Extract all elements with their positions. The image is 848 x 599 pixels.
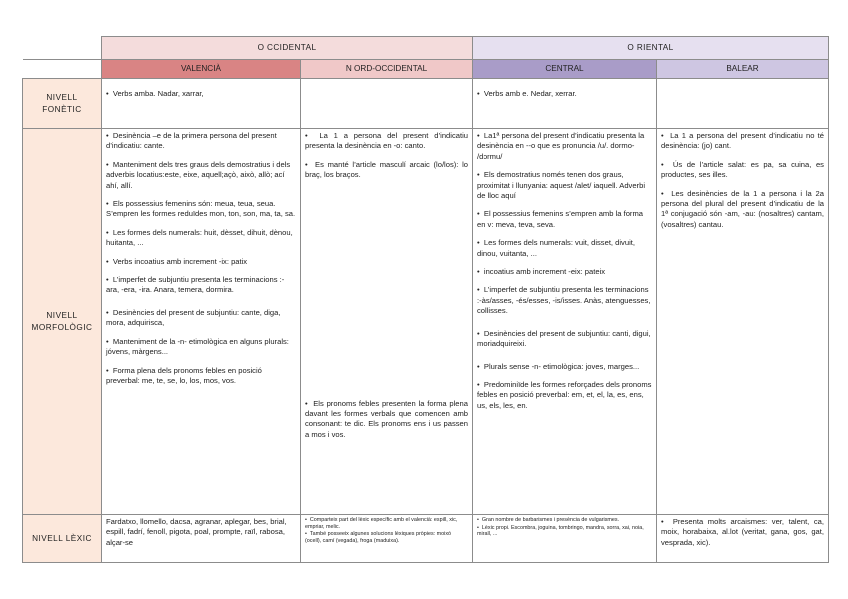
row-morfologic (23, 129, 829, 515)
bullet-item: • incoatius amb increment -eix: pateix (477, 267, 652, 277)
cell-fonetic-balear (657, 79, 829, 129)
header-balear: BALEAR (657, 60, 829, 79)
bullet-item: • La 1 a persona del present d’indicatiu no té desinència: (jo) cant. (661, 131, 824, 152)
bullet-item: • Verbs incoatius amb increment -ix: patix (106, 257, 296, 267)
bullet-item: • Els pronoms febles presenten la forma plena davant les formes verbals que comencen amb consonant: te dic. Els pronoms ens i us passen a mos i vos. (305, 399, 468, 441)
row-label-morfologic (23, 129, 102, 515)
bullet-item: • Plurals sense -n- etimològica: joves, marges... (477, 362, 652, 372)
header-row-blocks (23, 37, 829, 60)
header-occidental: O CCIDENTAL (102, 37, 473, 60)
lexic-text: Fardatxo, llomello, dacsa, agranar, aplegar, bes, brial, espill, fadrí, fenoll, pigota, poal, prompte, raïl, rabosa, alçar-se (106, 517, 287, 547)
cell-morfologic-nord-occidental (301, 129, 473, 515)
corner-cell (23, 37, 102, 60)
bullet-item: • Forma plena dels pronoms febles en posició preverbal: me, te, se, lo, los, mos, vos. (106, 366, 296, 387)
row-fonetic (23, 79, 829, 129)
cell-lexic-nord-occidental (301, 515, 473, 563)
cell-lexic-central (473, 515, 657, 563)
header-central: CENTRAL (473, 60, 657, 79)
dialect-comparison-sheet (22, 36, 828, 562)
header-nord-occidental: N ORD-OCCIDENTAL (301, 60, 473, 79)
bullet-item: • La 1 a persona del present d’indicatiu presenta la desinència en -o: canto. (305, 131, 468, 152)
bullet-item: • Gran nombre de barbarismes i presència de vulgarismes. (477, 517, 652, 524)
row-lexic (23, 515, 829, 563)
cell-morfologic-balear (657, 129, 829, 515)
bullet-item: • El possessius femenins s’empren amb la forma en v: meva, teva, seva. (477, 209, 652, 230)
bullet-item: • Manteniment de la -n- etimològica en alguns plurals: jóvens, màrgens... (106, 337, 296, 358)
bullet-item: • Ús de l’article salat: es pa, sa cuina, es productes, ses illes. (661, 160, 824, 181)
cell-fonetic-nord-occidental (301, 79, 473, 129)
cell-lexic-valencia (102, 515, 301, 563)
cell-morfologic-valencia (102, 129, 301, 515)
bullet-item: • Les formes dels numerals: huit, dèsset, dihuit, dènou, huitanta, ... (106, 228, 296, 249)
bullet-item: • Predominiïde les formes reforçades dels pronoms febles en posició preverbal: em, et, el, la, es, ens, us, els, les, en. (477, 380, 652, 411)
bullet-item: • L’imperfet de subjuntiu presenta les terminacions :-às/asses, -és/esses, -is/isses. Anàs, atenguesses, collisses. (477, 285, 652, 316)
cell-morfologic-central (473, 129, 657, 515)
bullet-item: • Verbs amb e. Nedar, xerrar. (477, 89, 652, 99)
bullet-item: • Desinències del present de subjuntiu: cante, diga, mora, adquirisca, (106, 308, 296, 329)
row-label-text: NIVELL MORFOLÒGIC (31, 310, 93, 332)
cell-lexic-balear (657, 515, 829, 563)
bullet-item: • L’imperfet de subjuntiu presenta les terminacions :-ara, -era, -ira. Anara, temera, dormira. (106, 275, 296, 296)
bullet-item: • Es manté l’article masculí arcaic (lo/los): lo braç, los braços. (305, 160, 468, 181)
bullet-item: • Els possessius femenins són: meua, teua, seua. S’empren les formes reduïdes mon, ton, son, ma, ta, sa. (106, 199, 296, 220)
dialect-table (22, 36, 829, 563)
bullet-item: • Els demostratius només tenen dos graus, proximitat i llunyania: aquest /alet/ iaquell. Adverbi de lloc aquí (477, 170, 652, 201)
bullet-item: • Lèxic propi. Escombra, joguina, tombringo, mandra, sorra, xai, noia, mirall, ... (477, 525, 652, 538)
row-label-lexic (23, 515, 102, 563)
bullet-item: • Les desinències de la 1 a persona i la 2a persona del plural del present d’indicatiu de la 1ª conjugació són -am, -au: (nosaltres) cantam, (vosaltres) cantau. (661, 189, 824, 231)
bullet-item: • Presenta molts arcaismes: ver, talent, ca, moix, horabaixa, al.lot (veritat, gana, gos, gat, vesprada, xic). (661, 517, 824, 548)
row-label-text: NIVELL FONÈTIC (42, 92, 82, 114)
bullet-item: • Verbs amba. Nadar, xarrar, (106, 89, 296, 99)
bullet-item: • Les formes dels numerals: vuit, disset, divuit, dinou, vuitanta, ... (477, 238, 652, 259)
cell-fonetic-valencia (102, 79, 301, 129)
corner-cell-2 (23, 60, 102, 79)
bullet-item: • Desinències del present de subjuntiu: canti, digui, moriadquireixi. (477, 329, 652, 350)
row-label-text: NIVELL LÈXIC (32, 533, 92, 543)
bullet-item: • Manteniment dels tres graus dels demostratius i dels adverbis locatius:este, eixe, aquell;açò, això, allò; ací ahí, allí. (106, 160, 296, 191)
header-row-dialects (23, 60, 829, 79)
header-valencia: VALENCIÀ (102, 60, 301, 79)
header-oriental: O RIENTAL (473, 37, 829, 60)
row-label-fonetic (23, 79, 102, 129)
cell-fonetic-central (473, 79, 657, 129)
bullet-item: • Desinència –e de la primera persona del present d’indicatiu: cante. (106, 131, 296, 152)
bullet-item: • També posseeix algunes solucions lèxiques pròpies: moixó (ocell), camí (vegada), froga (maduixa). (305, 531, 468, 544)
bullet-item: • Comparteix part del lèxic específic amb el valencià: espill, xic, empriar, melic. (305, 517, 468, 530)
bullet-item: • La1ª persona del present d’indicatiu presenta la desinència en --o que es pronuncia /u/. dormo- /dɔrmu/ (477, 131, 652, 162)
